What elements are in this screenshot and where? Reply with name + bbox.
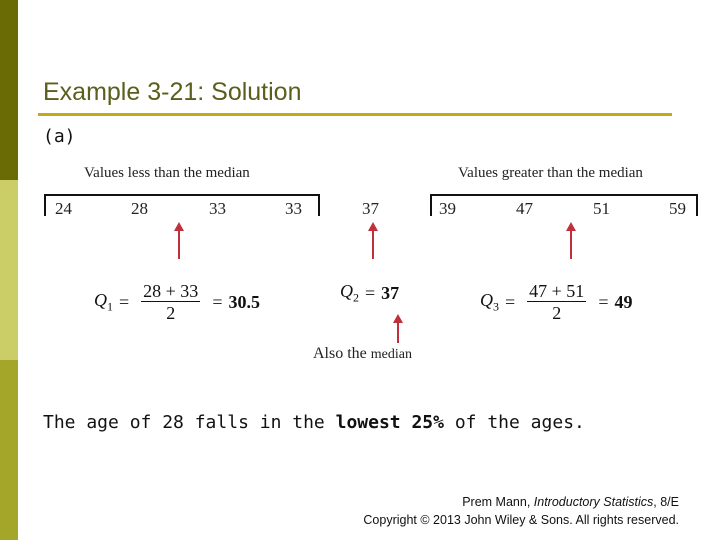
sidebar-segment-bottom <box>0 360 18 540</box>
lower-group-bracket <box>44 194 320 216</box>
title-underline <box>38 113 672 116</box>
statement-text-end: of the ages. <box>454 412 585 433</box>
q3-result: 49 <box>614 292 633 312</box>
upper-group-bracket <box>430 194 698 216</box>
part-label: (a) <box>43 126 76 147</box>
median-note <box>313 345 412 363</box>
data-value: 51 <box>593 199 610 218</box>
q2-result: 37 <box>381 282 400 303</box>
data-value: 47 <box>516 199 533 218</box>
data-value: 33 <box>285 199 302 218</box>
data-value: 24 <box>55 199 72 218</box>
slide-title: Example 3-21: Solution <box>43 78 302 106</box>
data-value-median: 37 <box>362 199 379 218</box>
q1-result: 30.5 <box>228 292 260 312</box>
q3-denominator: 2 <box>552 303 562 323</box>
q1-arrow <box>171 222 187 259</box>
data-value: 28 <box>131 199 148 218</box>
q3-formula: $Q_3$ = $\frac{47 + 51}{2}$ = 49 <box>480 281 633 323</box>
q3-numerator: 47 + 51 <box>529 281 585 301</box>
q2-symbol: $Q_2$ <box>340 281 359 305</box>
credit-book-line: Prem Mann, Introductory Statistics, 8/E <box>462 495 679 509</box>
data-value: 59 <box>669 199 686 218</box>
sidebar-decoration <box>0 0 18 540</box>
statement-emphasis: lowest 25% <box>335 412 444 433</box>
median-note-text-b: median <box>370 347 412 362</box>
q1-formula: $Q_1$ = $\frac{28 + 33}{2}$ = 30.5 <box>94 281 260 323</box>
q3-fraction <box>527 281 586 324</box>
median-note-arrow <box>390 314 406 343</box>
credit-copyright: Copyright © 2013 John Wiley & Sons. All rights reserved. <box>363 513 679 527</box>
q1-fraction <box>141 281 200 324</box>
sidebar-segment-top <box>0 0 18 180</box>
q2-formula: $Q_2$ = 37 <box>340 281 400 305</box>
q2-arrow <box>365 222 381 259</box>
q1-numerator: 28 + 33 <box>143 281 199 301</box>
lower-group-label: Values less than the median <box>84 165 250 181</box>
q1-denominator: 2 <box>166 303 176 323</box>
q1-symbol: $Q_1$ <box>94 290 113 314</box>
data-value: 33 <box>209 199 226 218</box>
sidebar-segment-middle <box>0 180 18 360</box>
source-credit <box>363 493 679 529</box>
conclusion-statement <box>43 412 585 433</box>
upper-group-label: Values greater than the median <box>458 165 643 181</box>
q3-symbol: $Q_3$ <box>480 290 499 314</box>
q3-arrow <box>563 222 579 259</box>
median-note-text-a: Also the <box>313 345 367 362</box>
statement-text: The age of 28 falls in the <box>43 412 325 433</box>
data-value: 39 <box>439 199 456 218</box>
